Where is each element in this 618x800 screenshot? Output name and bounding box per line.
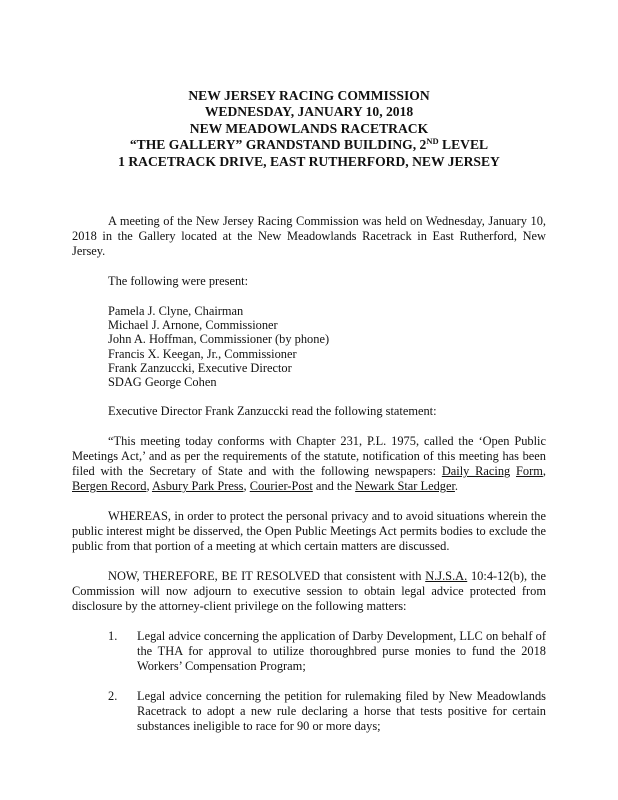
heading-level-text: LEVEL: [438, 137, 489, 153]
heading-address: 1 RACETRACK DRIVE, EAST RUTHERFORD, NEW JERSEY: [118, 153, 500, 169]
attendee-item: Michael J. Arnone, Commissioner: [108, 318, 278, 333]
list-item-number: 2.: [108, 689, 118, 704]
attendee-item: Francis X. Keegan, Jr., Commissioner: [108, 346, 297, 361]
attendee-item: John A. Hoffman, Commissioner (by phone): [108, 332, 330, 347]
attendee-item: Frank Zanzuccki, Executive Director: [108, 360, 292, 375]
list-item-text: Legal advice concerning the petition for rulemaking filed by New Meadowlands Racetrack to adopt a new rule declaring a horse that tests positive for certain substances ineligible to race for 90 or more days;: [137, 689, 546, 734]
heading-ordinal-suffix: ND: [426, 136, 439, 147]
statement-intro: Executive Director Frank Zanzuccki read the following statement:: [108, 404, 437, 419]
heading-location: [72, 137, 546, 153]
newspaper-daily-racing: Daily Racing: [441, 464, 511, 479]
newspaper-form: Form: [516, 464, 543, 479]
attendee-item: SDAG George Cohen: [108, 375, 217, 390]
matters-list: [72, 629, 546, 734]
meeting-heading: [72, 88, 546, 170]
present-intro: The following were present:: [108, 274, 249, 289]
statement-text: “This meeting today conforms with Chapter 231, P.L. 1975, called the ‘Open Public Meetings Act,’ and as per the requirements of the statute, notification of this meeting has been filed with the Secretary of State and with the following newspapers:: [72, 434, 546, 479]
statement-paragraph: “This meeting today conforms with Chapter 231, P.L. 1975, called the ‘Open Public Meetings Act,’ and as per the requirements of the statute, notification of this meeting has been filed with the Secretary of State and with the following newspapers: Daily Racing Form, Bergen Record, Asbury Park Press, Courier-Post and the Newark Star Ledger.: [72, 434, 546, 494]
heading-venue: NEW MEADOWLANDS RACETRACK: [189, 120, 429, 136]
whereas-paragraph: WHEREAS, in order to protect the personal privacy and to avoid situations wherein the public interest might be disserved, the Open Public Meetings Act permits bodies to exclude the public from that portion of a meeting at which certain matters are discussed.: [72, 509, 546, 554]
list-item: [72, 629, 546, 674]
resolved-text: NOW, THEREFORE, BE IT RESOLVED that consistent with: [108, 569, 426, 584]
resolved-text-cont: 10:4-12(b), the Commission will now adjourn to executive session to obtain legal advice protected from disclosure by the attorney-client privilege on the following matters:: [72, 569, 546, 614]
heading-commission: NEW JERSEY RACING COMMISSION: [188, 88, 430, 103]
statement-and: and the: [312, 479, 356, 494]
newspaper-asbury-park-press: Asbury Park Press: [151, 479, 244, 494]
list-item-text: Legal advice concerning the application of Darby Development, LLC on behalf of the THA for approval to utilize thoroughbred purse monies to fund the 2018 Workers’ Compensation Program;: [137, 629, 546, 674]
heading-location-text: “THE GALLERY” GRANDSTAND BUILDING, 2: [129, 137, 427, 153]
intro-paragraph: A meeting of the New Jersey Racing Commission was held on Wednesday, January 10, 2018 in the Gallery located at the New Meadowlands Racetrack in East Rutherford, New Jersey.: [72, 214, 546, 259]
statement-end: .: [454, 479, 459, 494]
list-item: [72, 689, 546, 734]
attendee-list: [108, 304, 546, 389]
heading-date: WEDNESDAY, JANUARY 10, 2018: [204, 104, 414, 120]
statute-citation: N.J.S.A.: [425, 569, 468, 584]
attendee-item: Pamela J. Clyne, Chairman: [108, 304, 244, 319]
list-item-number: 1.: [108, 629, 118, 644]
newspaper-bergen-record: Bergen Record: [72, 479, 147, 494]
newspaper-newark-star-ledger: Newark Star Ledger: [355, 479, 455, 494]
resolved-paragraph: [72, 569, 546, 614]
newspaper-courier-post: Courier-Post: [249, 479, 313, 494]
